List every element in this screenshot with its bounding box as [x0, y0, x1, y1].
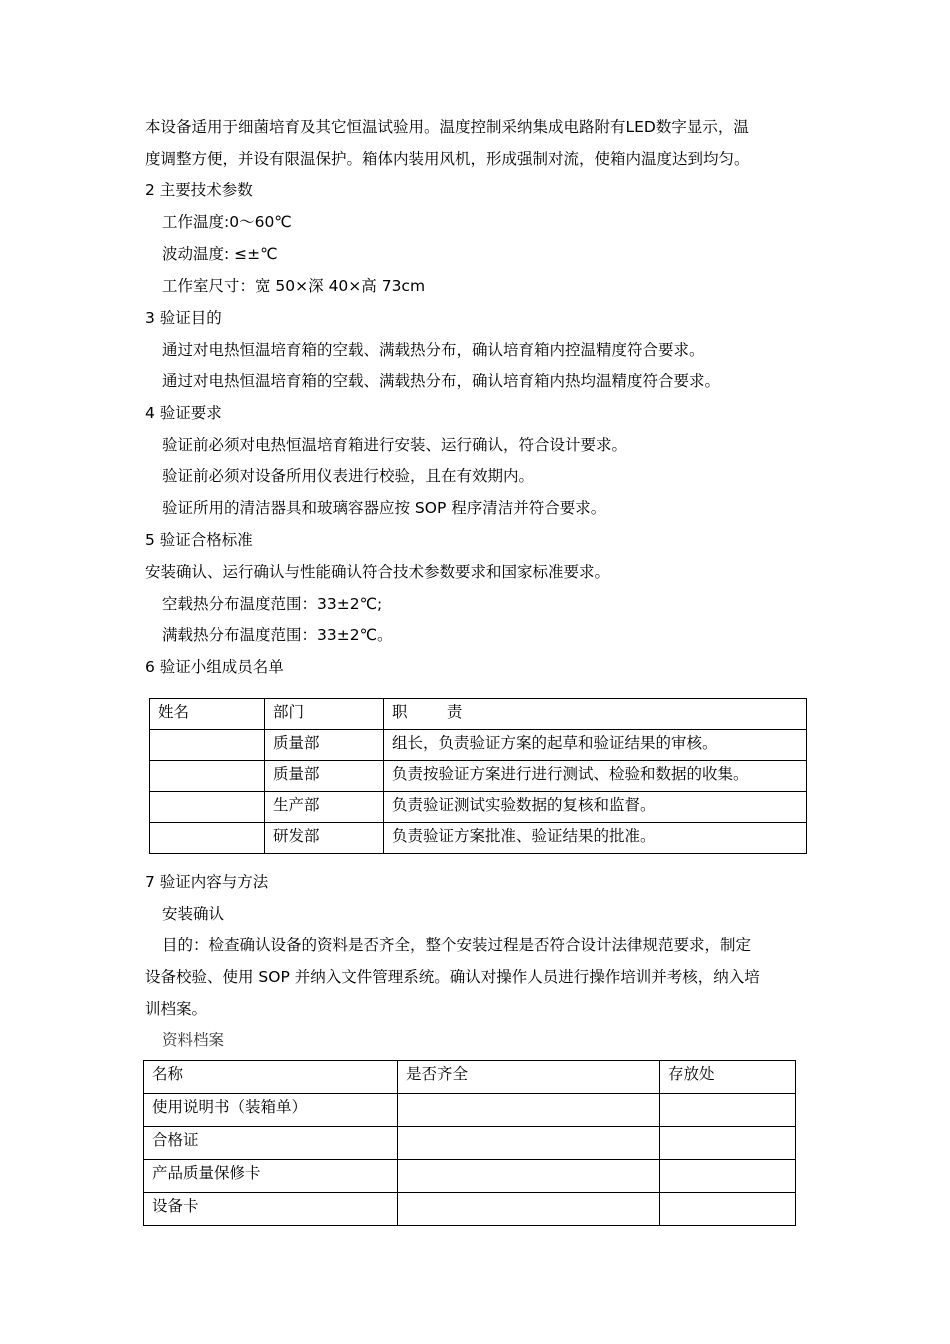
cell-duty: 负责按验证方案进行进行测试、检验和数据的收集。: [384, 761, 807, 792]
table-row: [144, 1094, 796, 1127]
docs-archive-title: 资料档案: [162, 1031, 225, 1049]
cell-duty: 负责验证方案批准、验证结果的批准。: [384, 823, 807, 854]
cell-department: 生产部: [265, 792, 384, 823]
table-row: [144, 1127, 796, 1160]
team-members-table: [149, 698, 807, 854]
header-complete: 是否齐全: [398, 1061, 660, 1094]
cell-item-name: 使用说明书（装箱单）: [144, 1094, 398, 1127]
cell-duty: 负责验证测试实验数据的复核和监督。: [384, 792, 807, 823]
cell-duty: 组长，负责验证方案的起草和验证结果的审核。: [384, 730, 807, 761]
cell-department: 质量部: [265, 730, 384, 761]
iq-purpose-line-1: 目的：检查确认设备的资料是否齐全，整个安装过程是否符合设计法律规范要求，制定: [162, 936, 752, 954]
cell-complete: [398, 1094, 660, 1127]
purpose-item-1: 通过对电热恒温培育箱的空载、满载热分布，确认培育箱内控温精度符合要求。: [162, 341, 705, 359]
cell-storage: [660, 1094, 796, 1127]
cell-complete: [398, 1127, 660, 1160]
section-6-heading: 6 验证小组成员名单: [145, 658, 284, 676]
header-storage: 存放处: [660, 1061, 796, 1094]
table-row: [150, 730, 807, 761]
cell-storage: [660, 1127, 796, 1160]
cell-department: 研发部: [265, 823, 384, 854]
cell-name: [150, 730, 265, 761]
section-5-heading: 5 验证合格标准: [145, 531, 253, 549]
cell-item-name: 合格证: [144, 1127, 398, 1160]
cell-complete: [398, 1160, 660, 1193]
cell-item-name: 设备卡: [144, 1193, 398, 1226]
purpose-item-2: 通过对电热恒温培育箱的空载、满载热分布，确认培育箱内热均温精度符合要求。: [162, 372, 721, 390]
cell-name: [150, 761, 265, 792]
table-header-row: [150, 699, 807, 730]
spec-fluctuation-temp: 波动温度: ≤±℃: [162, 245, 278, 263]
spec-working-temp: 工作温度:0～60℃: [162, 213, 292, 231]
iq-purpose-line-2: 设备校验、使用 SOP 并纳入文件管理系统。确认对操作人员进行操作培训并考核，纳入培: [145, 968, 760, 986]
section-4-heading: 4 验证要求: [145, 404, 222, 422]
section-7-heading: 7 验证内容与方法: [145, 873, 269, 891]
cell-storage: [660, 1160, 796, 1193]
spec-chamber-size: 工作室尺寸：宽 50×深 40×高 73cm: [162, 277, 426, 295]
intro-line-1: 本设备适用于细菌培育及其它恒温试验用。温度控制采纳集成电路附有LED数字显示，温: [145, 118, 749, 136]
table-row: [144, 1193, 796, 1226]
section-2-heading: 2 主要技术参数: [145, 181, 253, 199]
cell-department: 质量部: [265, 761, 384, 792]
criteria-line: 安装确认、运行确认与性能确认符合技术参数要求和国家标准要求。: [145, 563, 611, 581]
cell-storage: [660, 1193, 796, 1226]
documents-archive-table: [143, 1060, 796, 1226]
section-3-heading: 3 验证目的: [145, 309, 222, 327]
cell-complete: [398, 1193, 660, 1226]
requirement-item-2: 验证前必须对设备所用仪表进行校验，且在有效期内。: [162, 467, 535, 485]
cell-item-name: 产品质量保修卡: [144, 1160, 398, 1193]
intro-line-2: 度调整方便，并设有限温保护。箱体内装用风机，形成强制对流，使箱内温度达到均匀。: [145, 150, 750, 168]
table-header-row: [144, 1061, 796, 1094]
header-name: 姓名: [150, 699, 265, 730]
table-row: [144, 1160, 796, 1193]
installation-qualification-title: 安装确认: [162, 905, 225, 923]
criteria-full-load: 满载热分布温度范围：33±2℃。: [162, 626, 393, 644]
cell-name: [150, 823, 265, 854]
header-item-name: 名称: [144, 1061, 398, 1094]
criteria-empty-load: 空载热分布温度范围：33±2℃;: [162, 595, 383, 613]
cell-name: [150, 792, 265, 823]
table-row: [150, 761, 807, 792]
requirement-item-3: 验证所用的清洁器具和玻璃容器应按 SOP 程序清洁并符合要求。: [162, 499, 607, 517]
table-row: [150, 823, 807, 854]
header-duty: 职 责: [384, 699, 807, 730]
iq-purpose-line-3: 训档案。: [145, 1000, 208, 1018]
requirement-item-1: 验证前必须对电热恒温培育箱进行安装、运行确认，符合设计要求。: [162, 436, 628, 454]
table-row: [150, 792, 807, 823]
header-department: 部门: [265, 699, 384, 730]
